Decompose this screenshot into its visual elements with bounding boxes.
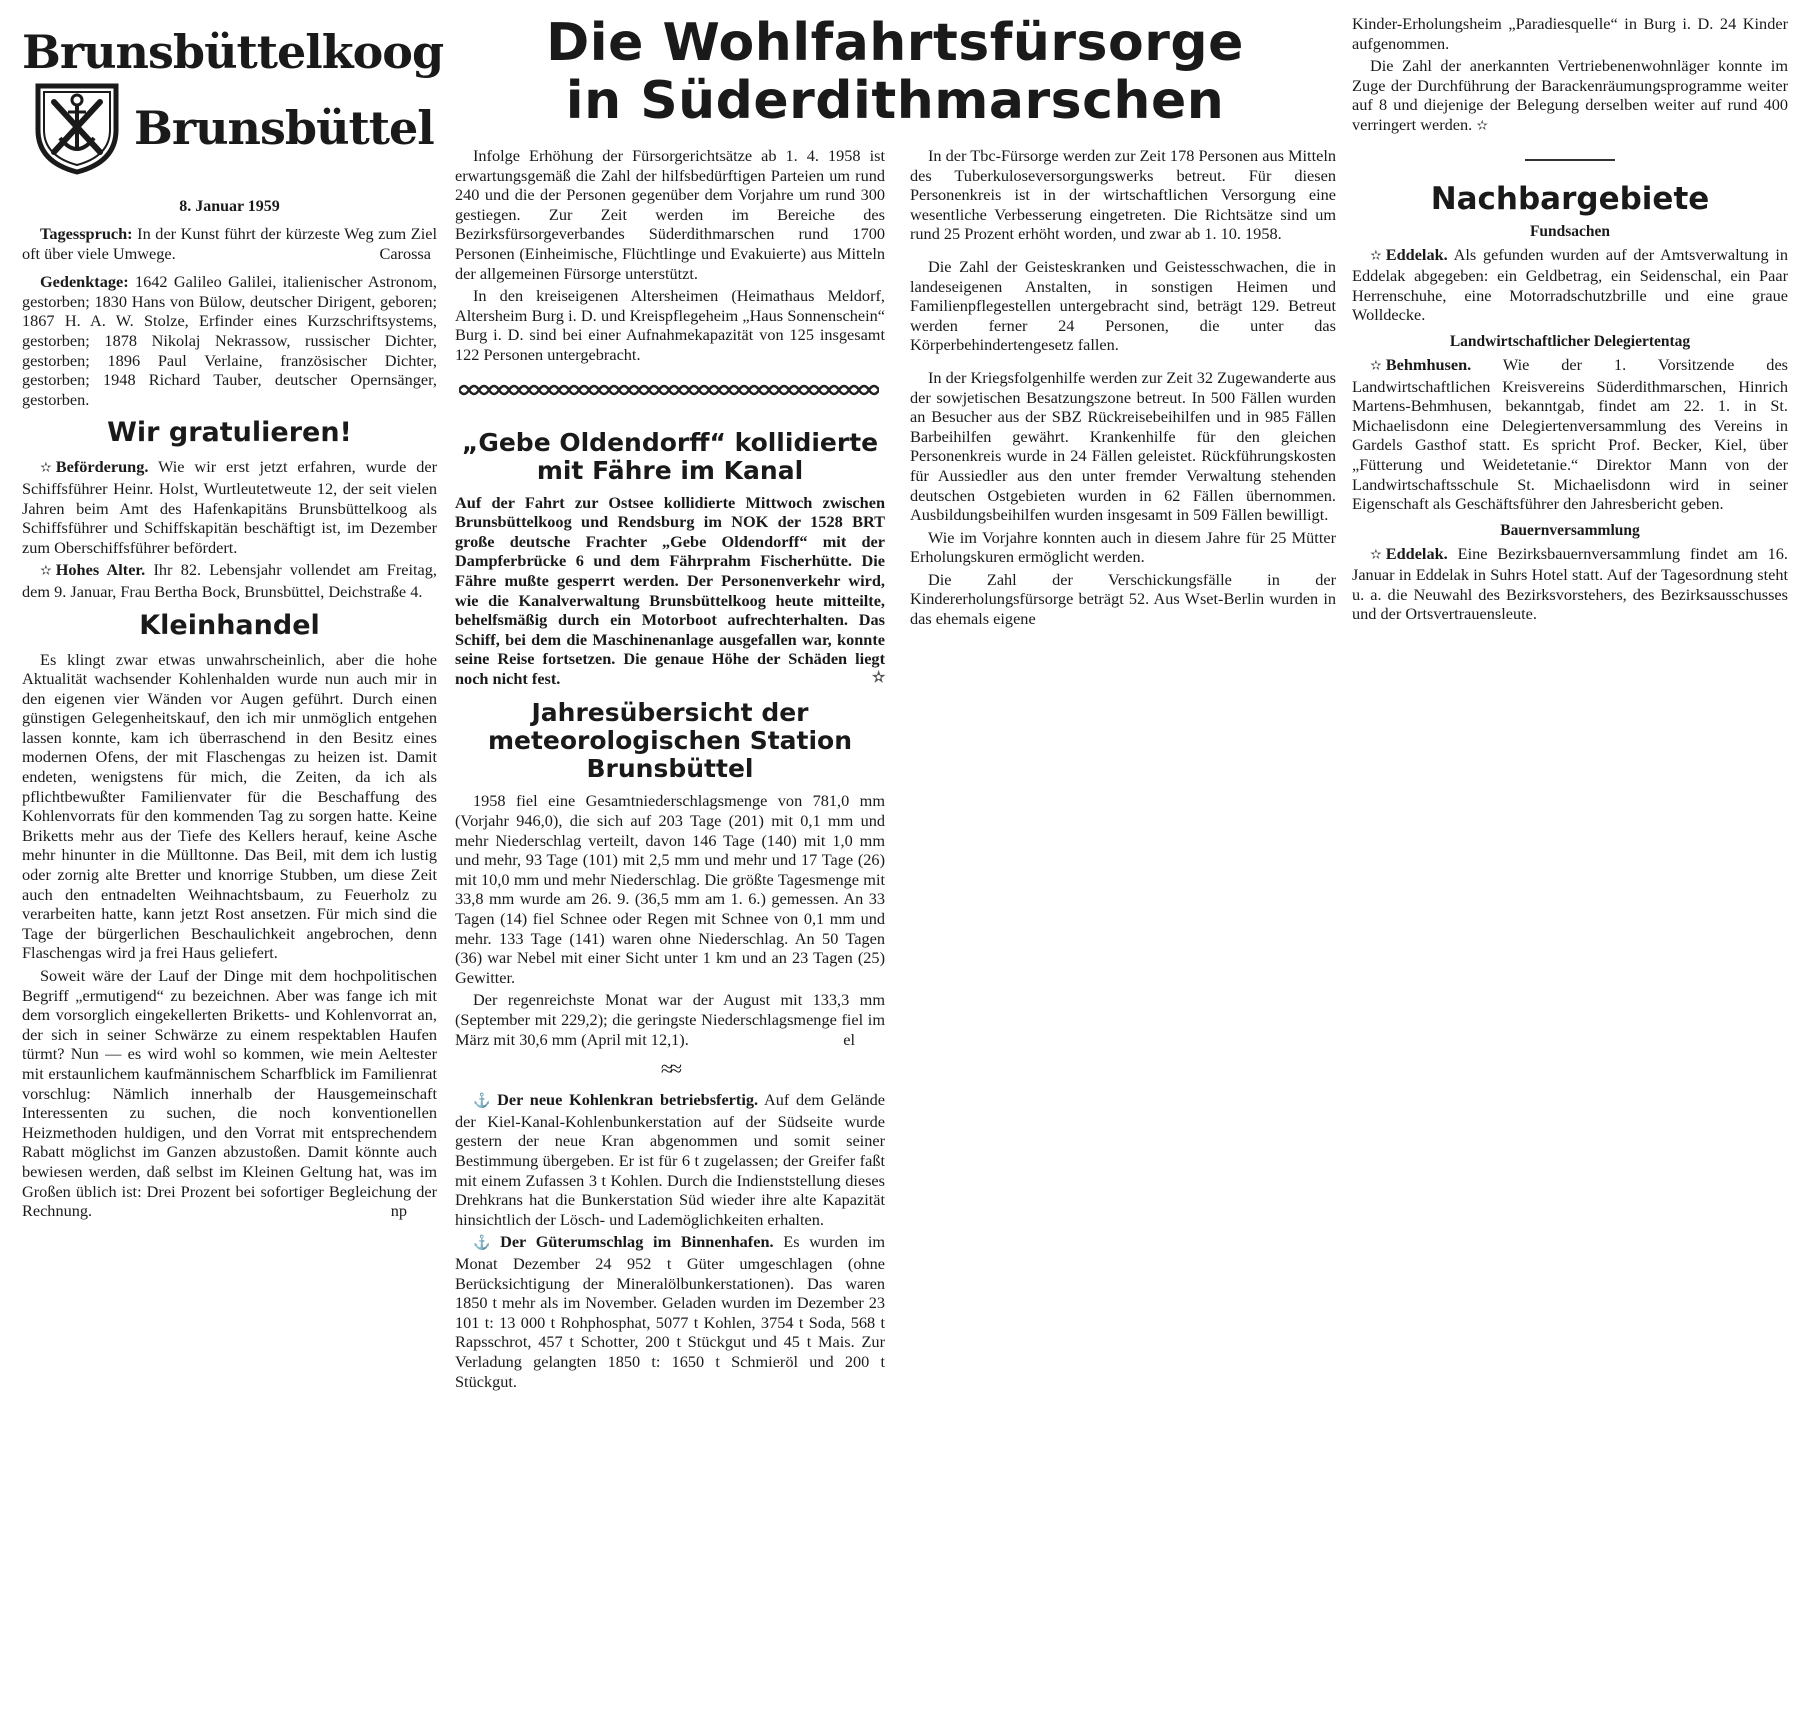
meteo-p2-text: Der regenreichste Monat war der August mit 133,3 mm (September mit 229,2); die geringste Niederschlagsmenge fiel im März mit 30,6 mm (April mit 12,1). (455, 990, 885, 1049)
masthead-line1: Brunsbüttelkoog (22, 25, 444, 79)
nachbargebiete-heading: Nachbargebiete (1430, 180, 1710, 217)
gedenktage-text: 1642 Galileo Galilei, italienischer Astronom, gestorben; 1830 Hans von Bülow, deutscher Dirigent, geboren; 1867 H. A. W. Stolze, Erfinder eines Kurzschriftsystems, gestorben; 1878 Nikolaj Nekrassow, russischer Dichter, gestorben; 1896 Paul Verlaine, französischer Dichter, gestorben; 1948 Richard Tauber, deutscher Opernsänger, gestorben. (22, 272, 437, 409)
column-2 (455, 146, 885, 1394)
star-icon: ✫ (40, 564, 52, 580)
main-headline (455, 14, 1335, 130)
kran-text: Auf dem Gelände der Kiel-Kanal-Kohlenbunkerstation auf der Südseite wurde gestern der neue Kran abgenommen und somit seiner Bestimmung übergeben. Er ist für 6 t zugelassen; der Greifer faßt mit einem Zufassen 3 t Kohlen. Durch die Indienststellung dieses Drehkrans hat die Bunkerstation Süd wieder ihre alte Kapazität hinsichtlich der Lösch- und Lademöglichkeiten erhalten. (455, 1090, 886, 1229)
geisteskranke-paragraph: Die Zahl der Geisteskranken und Geistesschwachen, die in landeseigenen Anstalten, in sonstigen Heimen und Familienpflegestellen untergebracht sind, beträgt 129. Betreut werden ferner 24 Personen, die unter das Körperbehindertengesetz fallen. (910, 256, 1336, 355)
intro-p1: Infolge Erhöhung der Fürsorgerichtsätze ab 1. 4. 1958 ist erwartungsgemäß die Zahl der hilfsbedürftigen Parteien um rund 240 und die der Personen gegenüber dem Vorjahre um rund 300 gestiegen. Zur Zeit werden im Bereiche des Bezirksfürsorgeverbandes Süderdithmarschen rund 1700 Personen (Einheimische, Flüchtlinge und Evakuierte) aus Mitteln der allgemeinen Fürsorge unterstützt. (455, 146, 885, 283)
meteo-signature: el (843, 1029, 855, 1049)
kriegsfolgenhilfe-paragraph: In der Kriegsfolgenhilfe werden zur Zeit 32 Zugewanderte aus der sowjetischen Besatzungszone betreut. In 500 Fällen wurden an Besucher aus der SBZ Rückreisebeihilfen und in 985 Fällen Barbeihilfen gewährt. Krankenhilfe für den gleichen Personenkreis wurde in 24 Fällen geleistet. Rückführungskosten für Aussiedler aus den unter fremder Verwaltung stehenden deutschen Ostgebieten wurden in 62 Fällen übernommen. Ausbildungsbeihilfen wurden insgesamt in 509 Fällen bewilligt. (910, 367, 1336, 525)
delegiertentag-label: Behmhusen. (1385, 354, 1472, 374)
meteo-p1: 1958 fiel eine Gesamtniederschlagsmenge von 781,0 mm (Vorjahr 946,0), die sich auf 203 Tage (201) mit 0,1 mm und mehr Niederschlag verteilt, davon 146 Tage (140) mit 1,0 mm und mehr, 93 Tage (101) mit 2,5 mm und mehr und 17 Tage (26) mit 10,0 mm und mehr Niederschlag. Die größte Tagesmenge mit 33,8 mm wurde am 26. 9. (36,5 mm am 1. 6.) gemessen. An 33 Tagen (14) fiel Schnee oder Regen mit Schnee von 0,1 mm und mehr. 133 Tage (141) waren ohne Niederschlag. An 50 Tagen (36) war Nebel mit einer Sicht unter 1 km und an 23 Tagen (25) Gewitter. (455, 791, 885, 987)
kleinhandel-heading: Kleinhandel (139, 609, 320, 641)
alter-item (22, 560, 437, 601)
kinderheim-paragraph: Kinder-Erholungsheim „Paradiesquelle“ in Burg i. D. 24 Kinder aufgenommen. (1352, 14, 1788, 53)
fundsachen-item (1352, 245, 1788, 325)
tagesspruch-label: Tagesspruch: (40, 224, 133, 243)
bauernversammlung-item (1352, 544, 1788, 624)
gueter-item (455, 1232, 885, 1391)
kleinhandel-p2-text: Soweit wäre der Lauf der Dinge mit dem hochpolitischen Begriff „ermutigend“ zu bezeichnen. Aber was fange ich mit dem vorsorglich eingekellerten Briketts- und Kohlenvorrat an, der sich in seiner Schwärze zu einem respektablen Haufen türmt? Nun — es wird wohl so kommen, wie mein Aeltester mit erstaunlichem kaufmännischem Scharfblick im Familienrat vorschlug: Nämlich innerhalb der Hausgemeinschaft Interessenten zu suchen, die noch konventionellen Heizmethoden huldigen, und den Vorrat mit entsprechendem Rabatt möglichst im Ganzen abzustoßen. Damit könnte auch bewiesen werden, daß selbst im Kleinen Geltung hat, was im Großen üblich ist: Drei Prozent bei sofortiger Begleichung der Rechnung. (22, 966, 437, 1221)
verschickung-paragraph: Die Zahl der Verschickungsfälle in der Kindererholungsfürsorge beträgt 52. Aus Wset-Berlin wurden in das ehemals eigene (910, 569, 1336, 629)
anchor-icon: ⚓ (473, 1236, 497, 1252)
masthead-line2: Brunsbüttel (134, 101, 434, 155)
delegiertentag-item (1352, 355, 1788, 514)
tilde-divider-icon: ≈≈ (660, 1056, 680, 1082)
vertriebene-text: Die Zahl der anerkannten Vertriebenenwohnläger konnte im Zuge der Durchführung der Barackenräumungsprogramme weiter auf 8 und diejenige der Belegung derselben weiter auf rund 400 verringert werden. (1352, 56, 1788, 134)
kleinhandel-p2 (22, 966, 437, 1221)
column-1 (22, 0, 444, 1224)
befoerderung-item (22, 457, 437, 557)
fundsachen-label: Eddelak. (1385, 244, 1448, 264)
star-icon: ✫ (1370, 547, 1382, 563)
tagesspruch (22, 224, 437, 263)
kran-item (455, 1090, 885, 1229)
column-4 (1352, 14, 1788, 627)
delegiertentag-text: Wie der 1. Vorsitzende des Landwirtschaftlichen Kreisvereins Süderdithmarschen, Hinrich Martens-Behmhusen, bekanntgab, findet am 22. 1. in St. Michaelisdonn eine Delegiertenversammlung des Vereins in Gardels Gasthof statt. Es spricht Prof. Becker, Kiel, über „Fütterung und Weidetetanie.“ Direktor Mann von der Landwirtschaftsschule St. Michaelisdonn wird in seiner Eigenschaft als Geschäftsführer den Jahresbericht geben. (1352, 354, 1789, 514)
muetter-paragraph: Wie im Vorjahre konnten auch in diesem Jahre für 25 Mütter Erholungskuren ermöglicht werden. (910, 527, 1336, 567)
bauernversammlung-text: Eine Bezirksbauernversammlung findet am 16. Januar in Eddelak in Suhrs Hotel statt. Auf der Tagesordnung steht u. a. die Neuwahl des Bezirksvorstehers, des Bezirksausschusses und der Ortsvertrauensleute. (1352, 543, 1788, 624)
befoerderung-label: Beförderung. (55, 457, 149, 477)
anchor-crest-icon (32, 80, 122, 176)
kleinhandel-signature: np (390, 1201, 407, 1221)
intro-p2: In den kreiseigenen Altersheimen (Heimathaus Meldorf, Altersheim Burg i. D. und Kreispflegeheim „Haus Sonnenschein“ Burg i. D. sind bei einer Aufnahmekapazität von 125 insgesamt 122 Personen untergebracht. (455, 286, 885, 364)
star-icon: ✫ (1476, 118, 1489, 134)
meteo-heading: Jahresübersicht der meteorologischen Station Brunsbüttel (487, 698, 853, 784)
vertriebene-paragraph (1352, 56, 1788, 136)
kleinhandel-p1: Es klingt zwar etwas unwahrscheinlich, aber die hohe Aktualität wachsender Kohlenhalden wurde nun auch mir in den eigenen vier Wänden vor Augen geführt. Durch einen günstigen Gelegenheitskauf, den ich mir unmöglich entgehen lassen konnte, kam ich überraschend in den Besitz eines modernen Ofens, der mit Flaschengas zu heizen ist. Damit endeten, wenigstens für mich, die Zeiten, da ich als pflichtbewußter Familienvater für die Beschaffung des Kohlenvorrats für den kommenden Tag zu sorgen hatte. Keine Briketts mehr aus der Tiefe des Kellers herauf, keine Asche mehr hinunter in die Mülltonne. Das Beil, mit dem ich lustig oder zornig alte Bretter und knorrige Stubben, um diese Zeit auch den entnadelten Weihnachtsbaum, zu Feuerholz zu verarbeiten hatte, kann jetzt Rost ansetzen. Für mich sind die Tage der bürgerlichen Beschaulichkeit angebrochen, denn Flaschengas wird ja frei Haus geliefert. (22, 649, 437, 963)
oldendorff-heading: „Gebe Oldendorff“ kollidierte mit Fähre im Kanal (461, 427, 879, 485)
star-icon: ✫ (872, 669, 885, 686)
divider (1525, 159, 1615, 161)
anchor-icon: ⚓ (473, 1094, 494, 1110)
headline-line1: Die Wohlfahrtsfürsorge (546, 13, 1244, 73)
gedenktage-label: Gedenktage: (40, 272, 129, 292)
befoerderung-text: Wie wir erst jetzt erfahren, wurde der Schiffsführer Heinr. Holst, Wurtleutetweute 12, der seit vielen Jahren beim Amt des Hafenkapitäns Brunsbüttelkoog als Schiffsführer und Schiffskapitän beschäftigt ist, im Dezember zum Oberschiffsführer befördert. (22, 457, 437, 557)
bauernversammlung-label: Eddelak. (1385, 543, 1448, 563)
wavy-divider-icon (459, 382, 879, 398)
column-3 (910, 146, 1336, 632)
masthead (22, 25, 444, 216)
delegiertentag-heading: Landwirtschaftlicher Delegiertentag (1449, 332, 1691, 350)
alter-text: Ihr 82. Lebensjahr vollendet am Freitag, dem 9. Januar, Frau Bertha Bock, Brunsbüttel, Deichstraße 4. (22, 560, 437, 601)
gueter-text: Es wurden im Monat Dezember 24 952 t Güter umgeschlagen (ohne Berücksichtigung der Mineralölbunkerstationen). Das waren 1850 t mehr als im November. Geladen wurden im Dezember 23 101 t: 13 000 t Rohphosphat, 5077 t Kohlen, 3754 t Soda, 568 t Rapsschrot, 457 t Schotter, 200 t Stückgut und 45 t Mais. Zur Verladung gelangten 1850 t: 1650 t Schmieröl und 200 t Stückgut. (455, 1232, 886, 1391)
tagesspruch-text: In der Kunst führt der kürzeste Weg zum Ziel oft über viele Umwege. (22, 224, 437, 263)
star-icon: ✫ (1370, 248, 1382, 264)
star-icon: ✫ (1370, 358, 1382, 374)
oldendorff-text (455, 493, 885, 689)
star-icon: ✫ (40, 461, 52, 477)
gedenktage (22, 272, 437, 409)
bauernversammlung-heading: Bauernversammlung (1500, 521, 1640, 539)
meteo-p2 (455, 990, 885, 1049)
gratulieren-heading: Wir gratulieren! (107, 417, 352, 449)
alter-label: Hohes Alter. (55, 560, 146, 580)
tagesspruch-author: Carossa (379, 243, 431, 263)
fundsachen-heading: Fundsachen (1529, 222, 1611, 240)
kran-label: Der neue Kohlenkran betriebsfertig. (497, 1090, 759, 1110)
oldendorff-body: Auf der Fahrt zur Ostsee kollidierte Mittwoch zwischen Brunsbüttelkoog und Rendsburg im NOK der 1528 BRT große deutsche Frachter „Gebe Oldendorff“ mit der Dampferbrücke 6 und dem Fährprahm Fischerhütte. Die Fähre mußte gesperrt werden. Der Personenverkehr wird, wie die Kanalverwaltung Brunsbüttelkoog heute mitteilte, behelfsmäßig durch ein Motorboot aufrechterhalten. Das Schiff, bei dem die Maschinenanlage ausgefallen war, konnte seine Reise fortsetzen. Die genaue Höhe der Schäden liegt noch nicht fest. (455, 492, 885, 688)
tbc-paragraph: In der Tbc-Fürsorge werden zur Zeit 178 Personen aus Mitteln des Tuberkuloseversorgungswerks betreut. Für diesen Personenkreis ist in der wirtschaftlichen Versorgung eine wesentliche Verbesserung eingetreten. Die Richtsätze sind um rund 25 Prozent erhöht worden, und zwar ab 1. 10. 1958. (910, 146, 1336, 244)
fundsachen-text: Als gefunden wurden auf der Amtsverwaltung in Eddelak abgegeben: ein Geldbetrag, ein Seidenschal, ein Paar Herrenschuhe, eine Motorradschutzbrille und eine graue Wolldecke. (1352, 244, 1789, 325)
issue-date: 8. Januar 1959 (179, 198, 280, 215)
gueter-label: Der Güterumschlag im Binnenhafen. (500, 1232, 774, 1252)
headline-line2: in Süderdithmarschen (565, 71, 1225, 131)
